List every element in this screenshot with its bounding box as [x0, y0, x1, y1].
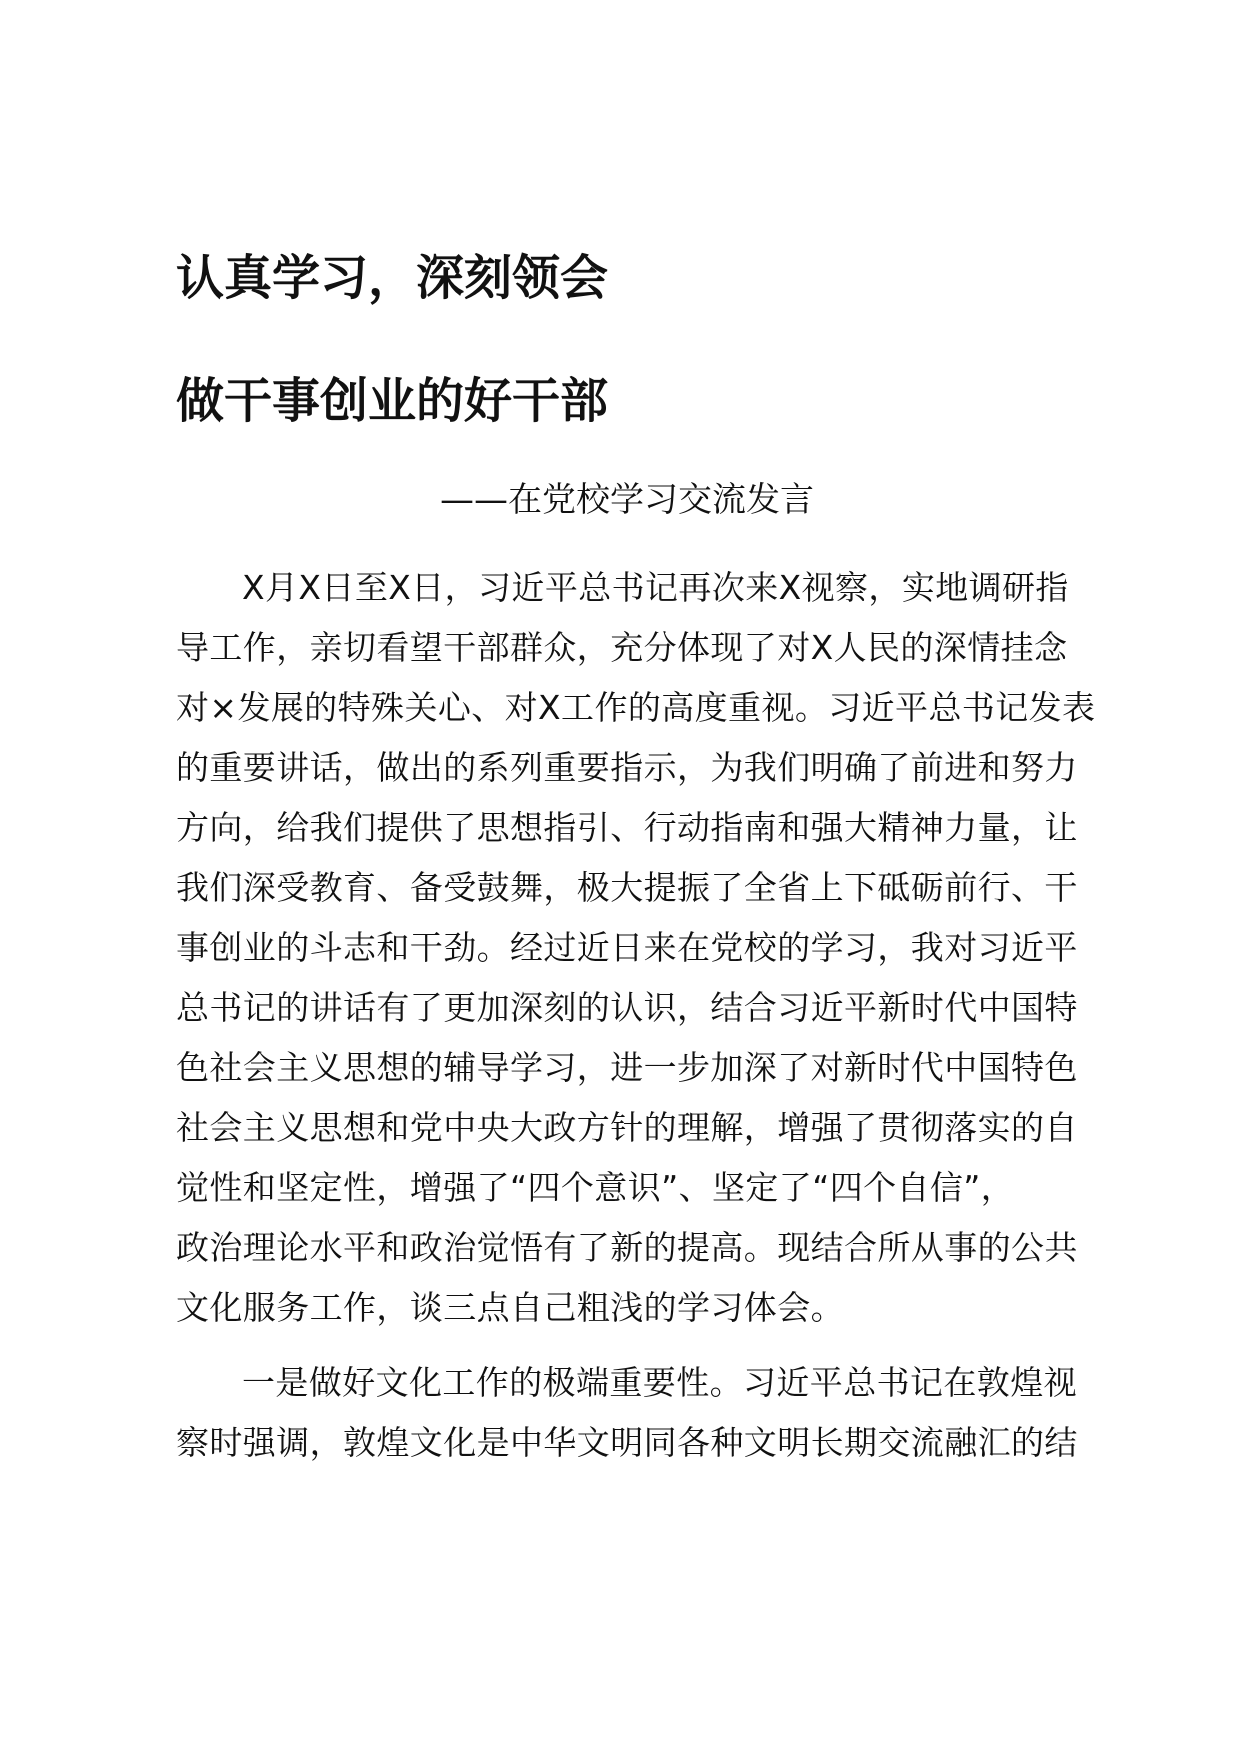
- title-line-2: 做干事创业的好干部: [176, 373, 609, 429]
- title-line-1: 认真学习，深刻领会: [176, 250, 609, 306]
- paragraph-line: 事创业的斗志和干劲。经过近日来在党校的学习，我对习近平: [176, 928, 1078, 967]
- paragraph-line: 对×发展的特殊关心、对X工作的高度重视。习近平总书记发表: [176, 688, 1096, 727]
- paragraph-line: 方向，给我们提供了思想指引、行动指南和强大精神力量，让: [176, 808, 1078, 847]
- paragraph-line: 察时强调，敦煌文化是中华文明同各种文明长期交流融汇的结: [176, 1423, 1078, 1462]
- paragraph-line: 一是做好文化工作的极端重要性。习近平总书记在敦煌视: [242, 1363, 1077, 1402]
- paragraph-line: 色社会主义思想的辅导学习，进一步加深了对新时代中国特色: [176, 1048, 1078, 1087]
- paragraph-line: 社会主义思想和党中央大政方针的理解，增强了贯彻落实的自: [176, 1108, 1078, 1147]
- paragraph-line: 导工作，亲切看望干部群众，充分体现了对X人民的深情挂念: [176, 628, 1068, 667]
- paragraph-line: X月X日至X日，习近平总书记再次来X视察，实地调研指: [242, 568, 1069, 607]
- paragraph-line: 觉性和坚定性，增强了“四个意识”、坚定了“四个自信”，: [176, 1168, 1015, 1207]
- paragraph-line: 我们深受教育、备受鼓舞，极大提振了全省上下砥砺前行、干: [176, 868, 1078, 907]
- paragraph-line: 文化服务工作，谈三点自己粗浅的学习体会。: [176, 1288, 844, 1327]
- paragraph-line: 的重要讲话，做出的系列重要指示，为我们明确了前进和努力: [176, 748, 1078, 787]
- paragraph-line: 政治理论水平和政治觉悟有了新的提高。现结合所从事的公共: [176, 1228, 1078, 1267]
- subtitle: ——在党校学习交流发言: [440, 480, 814, 520]
- paragraph-line: 总书记的讲话有了更加深刻的认识，结合习近平新时代中国特: [176, 988, 1078, 1027]
